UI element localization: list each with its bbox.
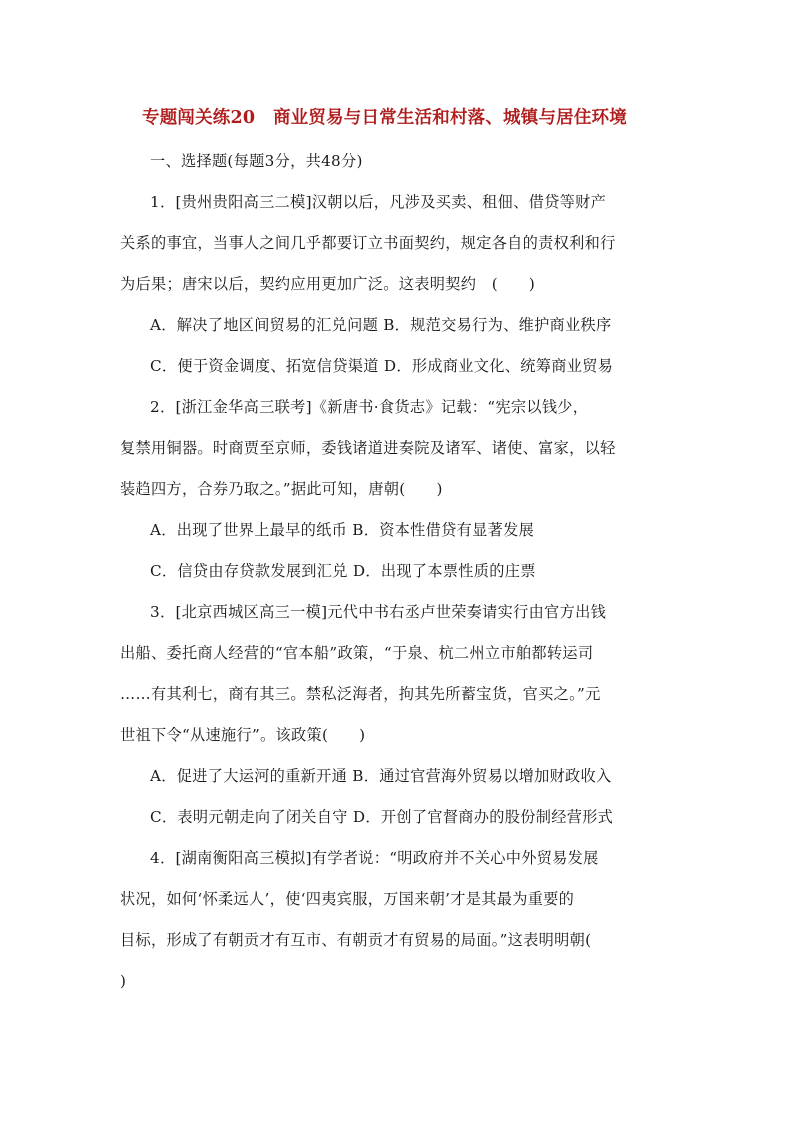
question-3-line-3: ……有其利七，商有其三。禁私泛海者，拘其先所蓄宝货，官买之。”元 bbox=[120, 685, 601, 703]
question-2-option-ab: A．出现了世界上最早的纸币 B．资本性借贷有显著发展 bbox=[150, 521, 535, 539]
question-2-line-3: 装趋四方，合券乃取之。”据此可知，唐朝( ) bbox=[120, 480, 443, 498]
question-4-line-2: 状况，如何‘怀柔远人’，使‘四夷宾服，万国来朝’才是其最为重要的 bbox=[120, 890, 575, 908]
section-header: 一、选择题(每题3分，共48分) bbox=[150, 152, 363, 170]
question-3-option-ab: A．促进了大运河的重新开通 B．通过官营海外贸易以增加财政收入 bbox=[150, 767, 612, 785]
question-1-line-1: 1．[贵州贵阳高三二模]汉朝以后，凡涉及买卖、租佃、借贷等财产 bbox=[150, 193, 607, 211]
question-3-line-2: 出船、委托商人经营的“官本船”政策，“于泉、杭二州立市舶都转运司 bbox=[120, 644, 594, 662]
question-1-line-2: 关系的事宜，当事人之间几乎都要订立书面契约，规定各自的责权利和行 bbox=[120, 234, 616, 252]
question-1-option-cd: C．便于资金调度、拓宽信贷渠道 D．形成商业文化、统筹商业贸易 bbox=[150, 357, 614, 375]
document-title: 专题闯关练20 商业贸易与日常生活和村落、城镇与居住环境 bbox=[142, 108, 627, 128]
question-2-option-cd: C．信贷由存贷款发展到汇兑 D．出现了本票性质的庄票 bbox=[150, 562, 536, 580]
question-3-option-cd: C．表明元朝走向了闭关自守 D．开创了官督商办的股份制经营形式 bbox=[150, 808, 614, 826]
question-1-option-ab: A．解决了地区间贸易的汇兑问题 B．规范交易行为、维护商业秩序 bbox=[150, 316, 612, 334]
question-2-line-2: 复禁用铜器。时商贾至京师，委钱诸道进奏院及诸军、诸使、富家，以轻 bbox=[120, 439, 616, 457]
question-3-line-4: 世祖下令“从速施行”。该政策( ) bbox=[120, 726, 366, 744]
question-2-line-1: 2．[浙江金华高三联考]《新唐书·食货志》记载：“宪宗以钱少， bbox=[150, 398, 589, 416]
question-4-line-3: 目标，形成了有朝贡才有互市、有朝贡才有贸易的局面。”这表明明朝( bbox=[120, 931, 592, 949]
question-1-line-3: 为后果；唐宋以后，契约应用更加广泛。这表明契约 ( ) bbox=[120, 275, 536, 293]
question-4-line-4: ) bbox=[120, 972, 127, 990]
question-3-line-1: 3．[北京西城区高三一模]元代中书右丞卢世荣奏请实行由官方出钱 bbox=[150, 603, 607, 621]
question-4-line-1: 4．[湖南衡阳高三模拟]有学者说：“明政府并不关心中外贸易发展 bbox=[150, 849, 599, 867]
